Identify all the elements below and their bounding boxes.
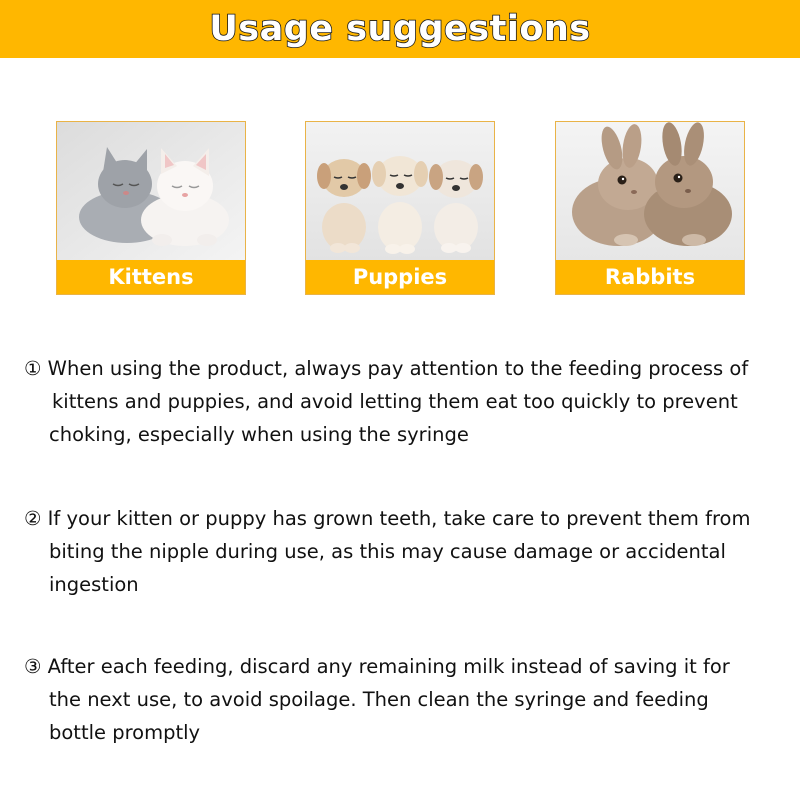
page-title: Usage suggestions xyxy=(209,9,591,49)
suggestion-line: biting the nipple during use, as this may cause damage or accidental xyxy=(49,540,726,563)
kittens-photo xyxy=(57,122,245,262)
suggestion-line: ① When using the product, always pay attention to the feeding process of xyxy=(24,357,749,380)
suggestion-line: ingestion xyxy=(49,573,139,596)
animal-label-rabbits: Rabbits xyxy=(604,265,696,289)
puppies-photo xyxy=(306,122,494,262)
suggestion-line: bottle promptly xyxy=(49,721,201,744)
animal-label-bar xyxy=(57,260,245,294)
suggestion-3 xyxy=(24,650,784,749)
header-banner xyxy=(0,0,800,58)
animal-label-puppies: Puppies xyxy=(352,265,448,289)
animal-card-rabbits xyxy=(555,121,745,295)
animal-card-kittens xyxy=(56,121,246,295)
suggestion-line: the next use, to avoid spoilage. Then clean the syringe and feeding xyxy=(49,688,709,711)
animal-label-kittens: Kittens xyxy=(108,265,194,289)
suggestion-line: kittens and puppies, and avoid letting them eat too quickly to prevent xyxy=(52,390,738,413)
suggestion-line: ② If your kitten or puppy has grown teeth, take care to prevent them from xyxy=(24,507,751,530)
suggestion-1 xyxy=(24,352,784,451)
animal-label-bar xyxy=(306,260,494,294)
suggestion-line: ③ After each feeding, discard any remaining milk instead of saving it for xyxy=(24,655,730,678)
rabbits-photo xyxy=(556,122,744,262)
suggestion-line: choking, especially when using the syringe xyxy=(49,423,469,446)
animal-card-puppies xyxy=(305,121,495,295)
animal-label-bar xyxy=(556,260,744,294)
suggestion-2 xyxy=(24,502,784,601)
